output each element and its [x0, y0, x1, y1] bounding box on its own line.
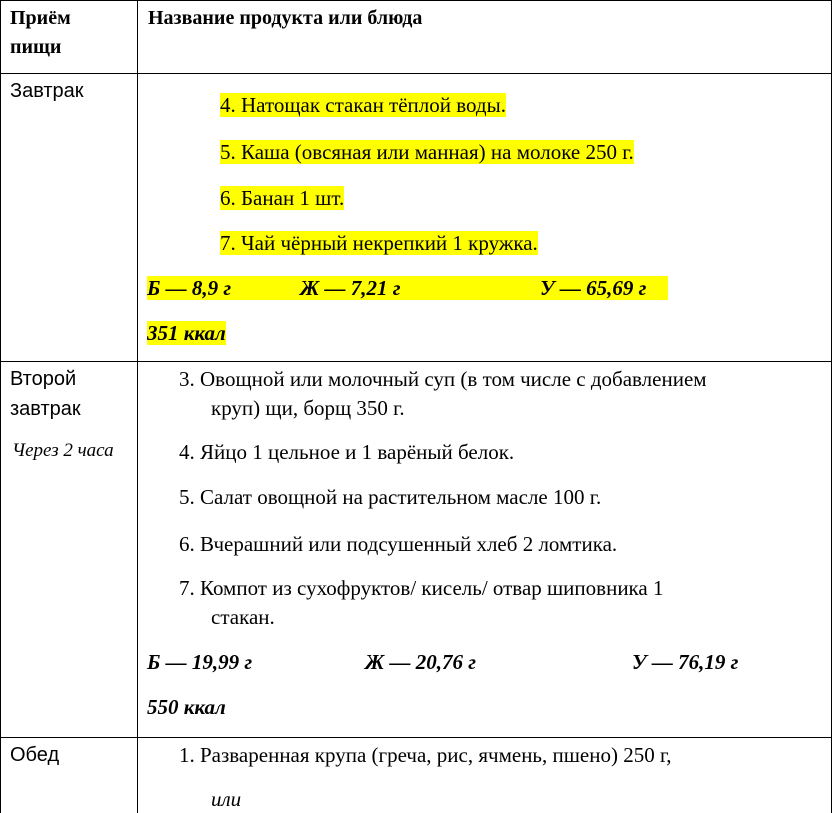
- second-breakfast-meal-label-line1: Второй: [10, 368, 77, 390]
- breakfast-item: 7. Чай чёрный некрепкий 1 кружка.: [220, 231, 538, 255]
- meal-column-header-line1: Приём: [10, 7, 71, 29]
- breakfast-fat: Ж — 7,21 г: [300, 276, 401, 300]
- second-breakfast-note: Через 2 часа: [12, 440, 114, 461]
- lunch-or: или: [211, 787, 242, 811]
- second-breakfast-meal-label-line2: завтрак: [10, 398, 81, 420]
- second-breakfast-item5: 5. Салат овощной на растительном масле 100 г.: [179, 485, 602, 509]
- product-column-header: Название продукта или блюда: [148, 7, 423, 29]
- header-row-divider: [0, 73, 832, 74]
- second-breakfast-item6: 6. Вчерашний или подсушенный хлеб 2 ломтика.: [179, 532, 618, 556]
- second-breakfast-fat: Ж — 20,76 г: [365, 650, 477, 674]
- breakfast-carbs: У — 65,69 г: [540, 276, 647, 300]
- breakfast-meal-label: Завтрак: [10, 80, 84, 102]
- breakfast-protein: Б — 8,9 г: [147, 276, 232, 300]
- second-breakfast-carbs: У — 76,19 г: [632, 650, 739, 674]
- table-border-left: [0, 0, 1, 813]
- second-breakfast-item7-line2: стакан.: [211, 605, 275, 629]
- lunch-meal-label: Обед: [10, 744, 60, 766]
- breakfast-item: 4. Натощак стакан тёплой воды.: [220, 93, 506, 117]
- lunch-item1: 1. Разваренная крупа (греча, рис, ячмень, пшено) 250 г,: [179, 743, 672, 767]
- breakfast-kcal: 351 ккал: [147, 321, 226, 345]
- second-breakfast-item4: 4. Яйцо 1 цельное и 1 варёный белок.: [179, 440, 515, 464]
- breakfast-item: 5. Каша (овсяная или манная) на молоке 250 г.: [220, 140, 634, 164]
- second-breakfast-item3-line1: 3. Овощной или молочный суп (в том числе с добавлением: [179, 367, 707, 391]
- meal-column-header-line2: пищи: [10, 36, 62, 58]
- table-column-divider: [137, 0, 138, 813]
- second-breakfast-item7-line1: 7. Компот из сухофруктов/ кисель/ отвар шиповника 1: [179, 576, 664, 600]
- breakfast-row-divider: [0, 361, 832, 362]
- second-breakfast-item3-line2: круп) щи, борщ 350 г.: [211, 396, 405, 420]
- second-breakfast-row-divider: [0, 737, 832, 738]
- table-border-top: [0, 0, 832, 1]
- breakfast-item: 6. Банан 1 шт.: [220, 186, 345, 210]
- second-breakfast-protein: Б — 19,99 г: [147, 650, 253, 674]
- second-breakfast-kcal: 550 ккал: [147, 695, 226, 719]
